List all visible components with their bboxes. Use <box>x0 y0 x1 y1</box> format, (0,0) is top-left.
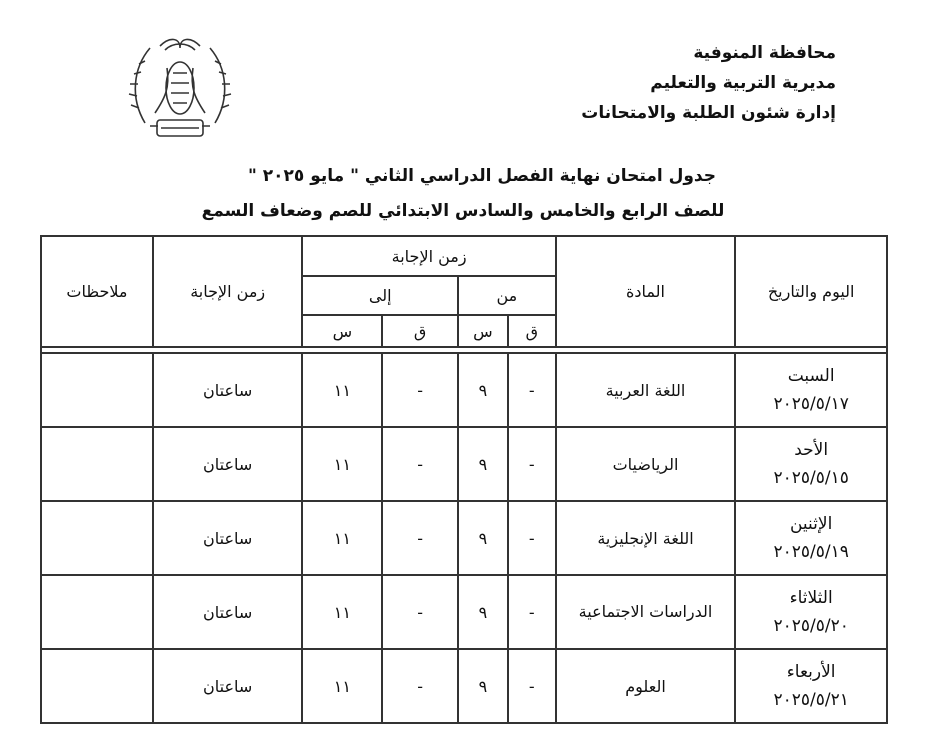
subject-cell: اللغة الإنجليزية <box>556 501 736 575</box>
day-name: الأحد <box>794 440 829 460</box>
exam-date: ٢٠٢٥/٥/٢١ <box>773 690 849 710</box>
exam-date: ٢٠٢٥/٥/٢٠ <box>773 616 849 636</box>
table-row <box>41 575 887 649</box>
table-row <box>41 427 887 501</box>
table-row <box>41 353 887 427</box>
to-minute-cell: - <box>382 575 458 649</box>
subject-cell: الرياضيات <box>556 427 736 501</box>
day-date-cell <box>735 649 887 723</box>
header-to-minute: ق <box>382 315 458 347</box>
notes-cell <box>41 501 153 575</box>
issuer-header <box>581 38 836 128</box>
governorate-emblem-icon <box>125 28 235 148</box>
from-minute-cell: - <box>508 427 556 501</box>
governorate-name: محافظة المنوفية <box>693 43 836 63</box>
day-name: السبت <box>787 366 835 386</box>
day-name: الإثنين <box>789 514 833 534</box>
to-hour-cell: ١١ <box>302 649 382 723</box>
directorate-name: مديرية التربية والتعليم <box>650 73 836 93</box>
duration-cell: ساعتان <box>153 427 303 501</box>
exam-schedule-table <box>40 235 888 724</box>
to-minute-cell: - <box>382 501 458 575</box>
department-name: إدارة شئون الطلبة والامتحانات <box>581 103 836 123</box>
day-date-cell <box>735 501 887 575</box>
exam-date: ٢٠٢٥/٥/١٧ <box>773 394 849 414</box>
day-date-cell <box>735 427 887 501</box>
from-hour-cell: ٩ <box>458 575 508 649</box>
table-row <box>41 649 887 723</box>
schedule-subtitle: للصف الرابع والخامس والسادس الابتدائي للصم وضعاف السمع <box>201 201 725 221</box>
to-hour-cell: ١١ <box>302 353 382 427</box>
from-minute-cell: - <box>508 353 556 427</box>
subject-cell: الدراسات الاجتماعية <box>556 575 736 649</box>
day-name: الأربعاء <box>786 662 836 682</box>
from-hour-cell: ٩ <box>458 427 508 501</box>
duration-cell: ساعتان <box>153 353 303 427</box>
duration-cell: ساعتان <box>153 501 303 575</box>
from-minute-cell: - <box>508 649 556 723</box>
notes-cell <box>41 353 153 427</box>
from-hour-cell: ٩ <box>458 649 508 723</box>
exam-date: ٢٠٢٥/٥/١٩ <box>773 542 849 562</box>
notes-cell <box>41 427 153 501</box>
to-hour-cell: ١١ <box>302 575 382 649</box>
header-notes: ملاحظات <box>41 236 153 347</box>
to-minute-cell: - <box>382 427 458 501</box>
subject-cell: العلوم <box>556 649 736 723</box>
header-to: إلى <box>302 276 458 315</box>
table-row <box>41 501 887 575</box>
to-minute-cell: - <box>382 353 458 427</box>
from-minute-cell: - <box>508 501 556 575</box>
duration-cell: ساعتان <box>153 649 303 723</box>
header-day-date: اليوم والتاريخ <box>735 236 887 347</box>
from-hour-cell: ٩ <box>458 353 508 427</box>
day-date-cell <box>735 353 887 427</box>
header-answer-time-group: زمن الإجابة <box>302 236 555 276</box>
schedule-title: جدول امتحان نهاية الفصل الدراسي الثاني " مايو ٢٠٢٥ " <box>247 166 716 186</box>
to-hour-cell: ١١ <box>302 501 382 575</box>
subject-cell: اللغة العربية <box>556 353 736 427</box>
duration-cell: ساعتان <box>153 575 303 649</box>
to-minute-cell: - <box>382 649 458 723</box>
from-hour-cell: ٩ <box>458 501 508 575</box>
header-from-minute: ق <box>508 315 556 347</box>
header-from-hour: س <box>458 315 508 347</box>
header-answer-duration: زمن الإجابة <box>153 236 303 347</box>
exam-date: ٢٠٢٥/٥/١٥ <box>773 468 849 488</box>
notes-cell <box>41 649 153 723</box>
to-hour-cell: ١١ <box>302 427 382 501</box>
notes-cell <box>41 575 153 649</box>
header-to-hour: س <box>302 315 382 347</box>
from-minute-cell: - <box>508 575 556 649</box>
day-name: الثلاثاء <box>789 588 833 608</box>
header-from: من <box>458 276 556 315</box>
day-date-cell <box>735 575 887 649</box>
header-subject: المادة <box>556 236 736 347</box>
